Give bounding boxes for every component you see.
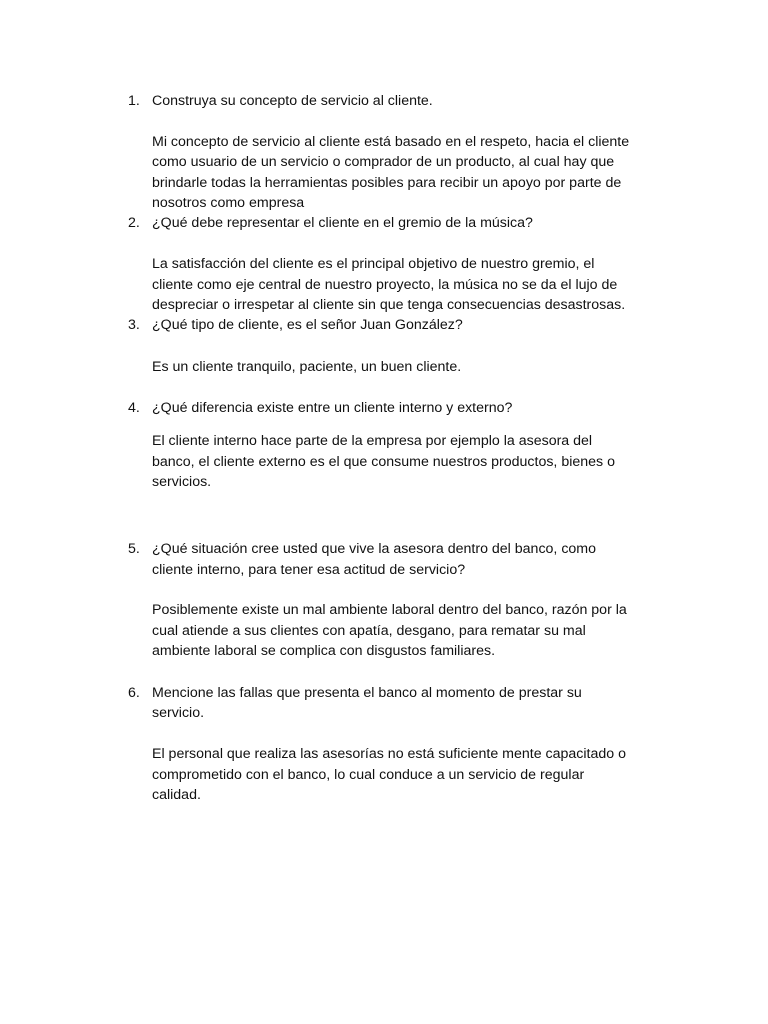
item-1-answer-line: nosotros como empresa (152, 195, 305, 211)
item-3-answer-line: Es un cliente tranquilo, paciente, un buen cliente. (152, 359, 462, 375)
item-5-number: 5. (128, 541, 140, 557)
item-5-question: cliente interno, para tener esa actitud de servicio? (152, 562, 466, 578)
item-6-question: Mencione las fallas que presenta el banco al momento de prestar su (152, 685, 582, 701)
item-2-question: ¿Qué debe representar el cliente en el gremio de la música? (152, 215, 533, 231)
item-5-question: ¿Qué situación cree usted que vive la asesora dentro del banco, como (152, 541, 597, 557)
item-4-question: ¿Qué diferencia existe entre un cliente interno y externo? (152, 400, 513, 416)
item-2-answer-line: La satisfacción del cliente es el principal objetivo de nuestro gremio, el (152, 256, 595, 272)
item-6-number: 6. (128, 685, 140, 701)
item-4-number: 4. (128, 400, 140, 416)
item-2-number: 2. (128, 215, 140, 231)
item-3-question: ¿Qué tipo de cliente, es el señor Juan González? (152, 317, 463, 333)
item-4-answer-line: El cliente interno hace parte de la empresa por ejemplo la asesora del (152, 433, 593, 449)
item-6-answer-line: comprometido con el banco, lo cual conduce a un servicio de regular (152, 767, 585, 783)
item-1-answer-line: como usuario de un servicio o comprador de un producto, al cual hay que (152, 154, 615, 170)
item-1-number: 1. (128, 93, 140, 109)
item-6-answer-line: El personal que realiza las asesorías no está suficiente mente capacitado o (152, 746, 626, 762)
item-5-answer-line: cual atiende a sus clientes con apatía, desgano, para rematar su mal (152, 623, 586, 639)
item-5-answer-line: ambiente laboral se complica con disgustos familiares. (152, 643, 496, 659)
item-1-answer-line: Mi concepto de servicio al cliente está basado en el respeto, hacia el cliente (152, 134, 630, 150)
item-2-answer-line: cliente como eje central de nuestro proyecto, la música no se da el lujo de (152, 277, 618, 293)
item-6-question: servicio. (152, 705, 205, 721)
item-4-answer-line: banco, el cliente externo es el que consume nuestros productos, bienes o (152, 454, 615, 470)
item-1-answer-line: brindarle todas la herramientas posibles para recibir un apoyo por parte de (152, 175, 622, 191)
item-3-number: 3. (128, 317, 140, 333)
item-5-answer-line: Posiblemente existe un mal ambiente laboral dentro del banco, razón por la (152, 602, 627, 618)
item-6-answer-line: calidad. (152, 787, 201, 803)
item-4-answer-line: servicios. (152, 474, 212, 490)
item-2-answer-line: despreciar o irrespetar al cliente sin que tenga consecuencias desastrosas. (152, 297, 626, 313)
item-1-question: Construya su concepto de servicio al cliente. (152, 93, 433, 109)
